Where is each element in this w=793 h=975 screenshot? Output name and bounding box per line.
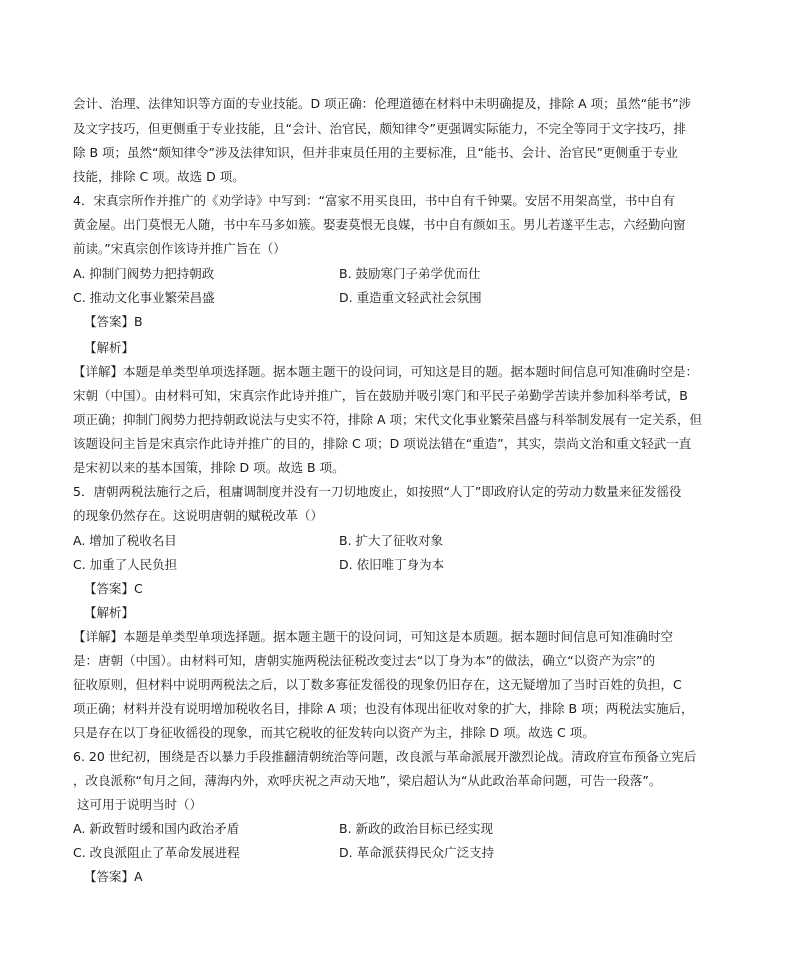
- q4-option-d: D. 重造重文轻武社会氛围: [339, 290, 482, 305]
- q6-option-b: B. 新政的政治目标已经实现: [339, 821, 494, 836]
- q6-answer: 【答案】A: [84, 869, 143, 884]
- q4-detail-line-4: 该题设问主旨是宋真宗作此诗并推广的目的，排除 C 项；D 项说法错在“重造”，其实，崇尚文治和重文轻武一直: [73, 436, 692, 451]
- q4-detail-line-5: 是宋初以来的基本国策，排除 D 项。故选 B 项。: [73, 460, 345, 475]
- intro-line-3: 除 B 项；虽然“颇知律令”涉及法律知识，但并非束员任用的主要标准，且“能书、会计、治官民”更侧重于专业: [73, 145, 678, 160]
- q5-stem-line-2: 的现象仍然存在。这说明唐朝的赋税改革（）: [73, 508, 324, 523]
- q5-option-d: D. 依旧唯丁身为本: [339, 557, 445, 572]
- intro-line-1: 会计、治理、法律知识等方面的专业技能。D 项正确：伦理道德在材料中未明确提及，排除 A 项；虽然“能书”涉: [73, 96, 692, 111]
- q4-stem-line-2: 黄金屋。出门莫恨无人随，书中车马多如簇。娶妻莫恨无良媒，书中自有颜如玉。男儿若遂平生志，六经勤向窗: [73, 217, 686, 232]
- q4-analysis-label: 【解析】: [84, 340, 135, 355]
- q4-stem-line-3: 前读。”宋真宗创作该诗并推广旨在（）: [73, 241, 286, 256]
- q5-option-c: C. 加重了人民负担: [73, 557, 178, 572]
- q5-stem-line-1: 5．唐朝两税法施行之后，租庸调制度并没有一刀切地废止，如按照“人丁”即政府认定的劳动力数量来征发徭役: [73, 484, 682, 499]
- q4-option-c: C. 推动文化事业繁荣昌盛: [73, 290, 215, 305]
- q6-stem-line-2: ，改良派称“旬月之间，薄海内外，欢呼庆祝之声动天地”，梁启超认为“从此政治革命问题，可告一段落”。: [73, 773, 662, 788]
- q4-option-a: A. 抑制门阀势力把持朝政: [73, 266, 215, 281]
- q5-option-a: A. 增加了税收名目: [73, 533, 177, 548]
- q5-detail-line-1: 【详解】本题是单类型单项选择题。据本题主题干的设问词，可知这是本质题。据本题时间信息可知准确时空: [73, 629, 674, 644]
- q4-detail-line-2: 宋朝（中国）。由材料可知，宋真宗作此诗并推广，旨在鼓励并吸引寒门和平民子弟勤学苦读并参加科举考试，B: [73, 388, 688, 403]
- intro-line-4: 技能，排除 C 项。故选 D 项。: [73, 169, 245, 184]
- q4-detail-line-3: 项正确；抑制门阀势力把持朝政说法与史实不符，排除 A 项；宋代文化事业繁荣昌盛与科举制发展有一定关系，但: [73, 412, 703, 427]
- q4-option-b: B. 鼓励寒门子弟学优而仕: [339, 266, 481, 281]
- q5-option-b: B. 扩大了征收对象: [339, 533, 444, 548]
- q6-option-c: C. 改良派阻止了革命发展进程: [73, 845, 240, 860]
- intro-line-2: 及文字技巧，但更侧重于专业技能，且“会计、治官民，颇知律令”更强调实际能力，不完全等同于文字技巧，排: [73, 121, 686, 136]
- q5-answer: 【答案】C: [84, 581, 143, 596]
- q4-detail-line-1: 【详解】本题是单类型单项选择题。据本题主题干的设问词，可知这是目的题。据本题时间信息可知准确时空是：: [73, 364, 699, 379]
- q6-stem-line-1: 6. 20 世纪初，围绕是否以暴力手段推翻清朝统治等问题，改良派与革命派展开激烈论战。清政府宣布预备立宪后: [73, 749, 697, 764]
- q6-stem-line-3: 这可用于说明当时（）: [77, 797, 203, 812]
- q4-stem-line-1: 4．宋真宗所作并推广的《劝学诗》中写到：“富家不用买良田，书中自有千钟粟。安居不用架高堂，书中自有: [73, 193, 675, 208]
- q6-option-a: A. 新政暂时缓和国内政治矛盾: [73, 821, 240, 836]
- q5-detail-line-2: 是：唐朝（中国）。由材料可知，唐朝实施两税法征税改变过去“以丁身为本”的做法，确立“以资产为宗”的: [73, 653, 656, 668]
- q5-detail-line-3: 征收原则，但材料中说明两税法之后，以丁数多寡征发徭役的现象仍旧存在，这无疑增加了当时百姓的负担，C: [73, 677, 682, 692]
- q4-answer: 【答案】B: [84, 314, 143, 329]
- q6-option-d: D. 革命派获得民众广泛支持: [339, 845, 495, 860]
- q5-analysis-label: 【解析】: [84, 605, 135, 620]
- q5-detail-line-4: 项正确；材料并没有说明增加税收名目，排除 A 项；也没有体现出征收对象的扩大，排除 B 项；两税法实施后，: [73, 701, 694, 716]
- q5-detail-line-5: 只是存在以丁身征收徭役的现象，而其它税收的征发转向以资产为主，排除 D 项。故选 C 项。: [73, 725, 595, 740]
